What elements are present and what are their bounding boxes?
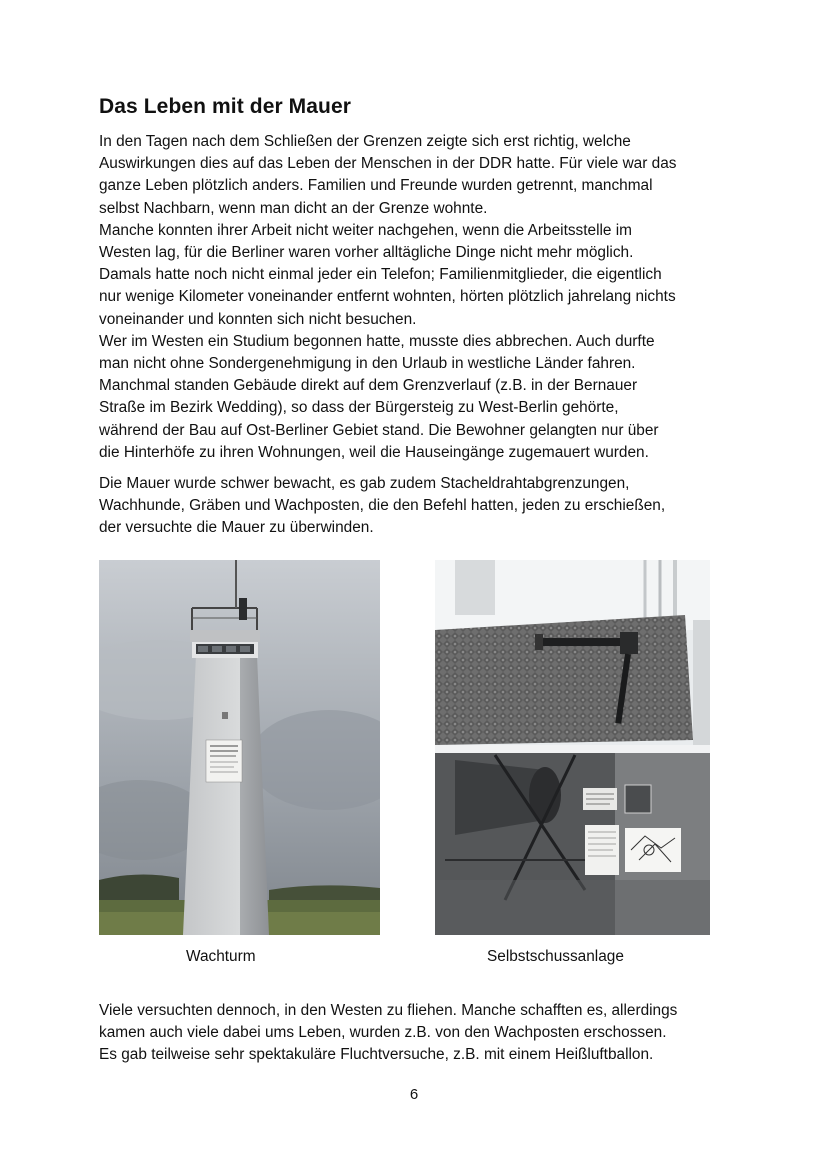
page-heading: Das Leben mit der Mauer	[99, 95, 352, 118]
text-block-top	[99, 95, 739, 549]
paragraph-2-line: der versuchte die Mauer zu überwinden.	[99, 519, 374, 537]
paragraph-1-line: während der Bau auf Ost-Berliner Gebiet stand. Die Bewohner gelangten nur über	[99, 421, 659, 439]
paragraph-1-line: selbst Nachbarn, wenn man dicht an der Grenze wohnte.	[99, 199, 488, 217]
paragraph-1-line: Manche konnten ihrer Arbeit nicht weiter nachgehen, wenn die Arbeitsstelle im	[99, 221, 632, 239]
paragraph-1-line: In den Tagen nach dem Schließen der Grenzen zeigte sich erst richtig, welche	[99, 133, 631, 150]
paragraph-3	[99, 1000, 739, 1067]
paragraph-2-line: Wachhunde, Gräben und Wachposten, die den Befehl hatten, jeden zu erschießen,	[99, 497, 666, 515]
paragraph-1-line: Manchmal standen Gebäude direkt auf dem Grenzverlauf (z.B. in der Bernauer	[99, 377, 638, 395]
paragraph-1-line: ganze Leben plötzlich anders. Familien und Freunde wurden getrennt, manchmal	[99, 177, 653, 195]
paragraph-2	[99, 473, 739, 540]
paragraph-1-line: Auswirkungen dies auf das Leben der Menschen in der DDR hatte. Für viele war das	[99, 155, 677, 173]
figures-row	[99, 560, 710, 935]
paragraph-1-line: Straße im Bezirk Wedding), so dass der Bürgersteig zu West-Berlin gehörte,	[99, 399, 619, 417]
paragraph-1-line: Wer im Westen ein Studium begonnen hatte, musste dies abbrechen. Auch durfte	[99, 332, 655, 350]
paragraph-1-line: man nicht ohne Sondergenehmigung in den Urlaub in westliche Länder fahren.	[99, 355, 636, 373]
paragraph-2-line: Die Mauer wurde schwer bewacht, es gab zudem Stacheldrahtabgrenzungen,	[99, 475, 630, 493]
watchtower-photo	[99, 560, 380, 935]
paragraph-1	[99, 131, 739, 464]
paragraph-1-line: die Hinterhöfe zu ihren Wohnungen, weil die Hauseingänge zugemauert wurden.	[99, 443, 649, 461]
paragraph-3-line: Es gab teilweise sehr spektakuläre Fluchtversuche, z.B. mit einem Heißluftballon.	[99, 1046, 654, 1064]
paragraph-1-line: voneinander und konnten sich nicht besuchen.	[99, 310, 417, 328]
paragraph-1-line: Westen lag, für die Berliner waren vorher alltägliche Dinge nicht mehr möglich.	[99, 244, 634, 262]
caption-watchtower: Wachturm	[186, 948, 256, 965]
page-number: 6	[409, 1086, 419, 1103]
text-block-bottom	[99, 1000, 739, 1076]
caption-spring-gun: Selbstschussanlage	[487, 948, 624, 965]
spring-gun-photo	[435, 560, 710, 935]
paragraph-3-line: kamen auch viele dabei ums Leben, wurden z.B. von den Wachposten erschossen.	[99, 1024, 667, 1042]
paragraph-3-line: Viele versuchten dennoch, in den Westen zu fliehen. Manche schafften es, allerdings	[99, 1002, 678, 1019]
paragraph-1-line: Damals hatte noch nicht einmal jeder ein Telefon; Familienmitglieder, die eigentlich	[99, 266, 662, 284]
paragraph-1-line: nur wenige Kilometer voneinander entfernt wohnten, hörten plötzlich jahrelang nichts	[99, 288, 676, 306]
